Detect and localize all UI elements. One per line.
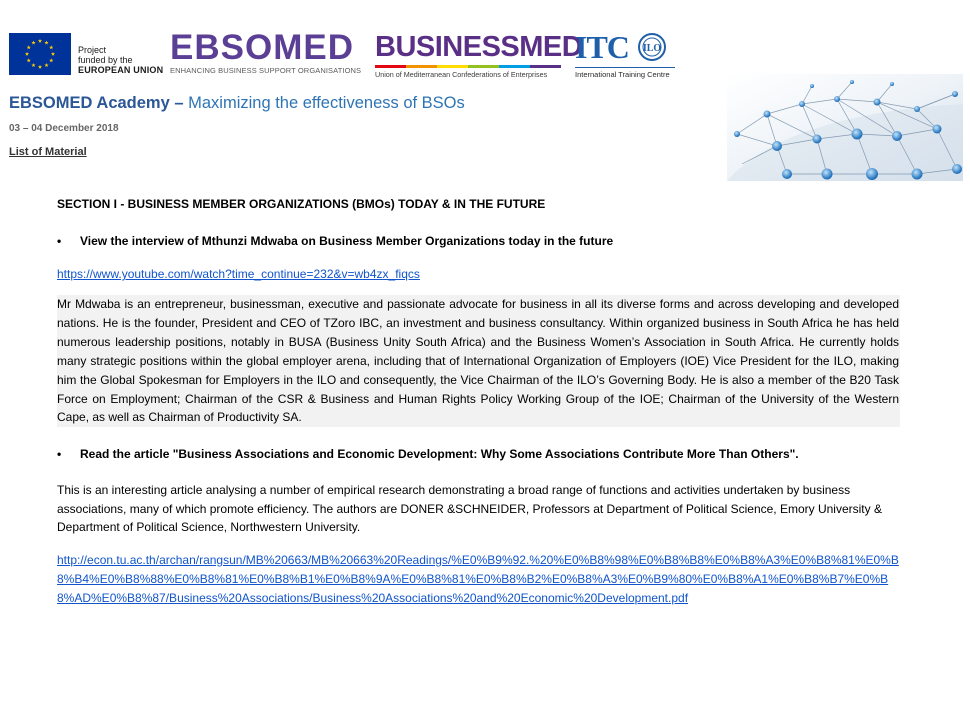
eu-line-1: Project — [78, 45, 107, 55]
eu-line-3: EUROPEAN UNION — [78, 65, 164, 75]
interview-video-link[interactable]: https://www.youtube.com/watch?time_continue=232&v=wb4zx_fiqcs — [57, 267, 420, 281]
eu-star — [27, 45, 31, 49]
eu-star — [27, 58, 31, 62]
list-item-interview — [57, 234, 613, 248]
eu-star — [49, 58, 53, 62]
eu-star — [31, 41, 35, 45]
itc-wordmark: ITC — [575, 29, 629, 65]
businessmed-tagline: Union of Mediterranean Confederations of Enterprises — [375, 70, 548, 79]
bullet-icon: • — [57, 234, 62, 248]
eu-star — [38, 39, 42, 43]
section-title: SECTION I - BUSINESS MEMBER ORGANIZATIONS (BMOs) TODAY & IN THE FUTURE — [57, 197, 546, 211]
itc-logo — [575, 30, 685, 79]
eu-star — [44, 41, 48, 45]
color-bar-segment — [437, 65, 468, 68]
itc-tagline: International Training Centre — [575, 67, 675, 79]
color-bar-segment — [406, 65, 437, 68]
eu-star — [31, 63, 35, 67]
eu-stars-icon — [9, 33, 71, 75]
interview-description: Mr Mdwaba is an entrepreneur, businessman, executive and passionate advocate for business in all its diverse forms and across developing and developed nations. He is the founder, President and CEO of TZoro IBC, an investment and business consultancy. Within organized business in South Africa he has held numerous leadership positions, notably in BUSA (Business Unity South Africa) and the Business Women’s Association in South Africa. He currently holds many strategic positions within the global employer arena, including that of International Organization of Employers (IOE) Vice President for the ILO, making him the Global Spokesman for Employers in the ILO and consequently, the Vice Chairman of the ILO’s Governing Body. He is also a member of the B20 Task Force on Employment; Chairman of the CSR & Business and Human Rights Policy Working Group of the IOE; Chairman of the University of the Western Cape, as well as Chairman of Productivity SA. — [57, 295, 900, 427]
list-item-article — [57, 447, 799, 461]
ilo-emblem-icon — [635, 32, 669, 67]
ebsomed-logo — [170, 28, 362, 75]
page-title — [9, 94, 465, 113]
businessmed-wordmark: BUSINESSMED — [375, 31, 583, 63]
eu-star — [38, 65, 42, 69]
article-pdf-link[interactable]: http://econ.tu.ac.th/archan/rangsun/MB%20663/MB%20663%20Readings/%E0%B9%92.%20%E0%B8%98%E0%B8%B8%E0%B8%A3%E0%B8%81%E0%B8%B4%E0%B8%88%E0%B8%81%E0%B8%B1%E0%B8%9A%E0%B8%81%E0%B8%B2%E0%B8%A3%E0%B9%80%E0%B8%A1%E0%B8%B7%E0%B8%AD%E0%B8%87/Business%20Associations/Business%20Associations%20and%20Economic%20Development.pdf — [57, 553, 899, 605]
color-bar-segment — [530, 65, 561, 68]
eu-star — [51, 52, 55, 56]
article-item-text: Read the article "Business Associations and Economic Development: Why Some Associations Contribute More Than Others". — [80, 447, 799, 461]
eu-star — [44, 63, 48, 67]
page-title-rest: Maximizing the effectiveness of BSOs — [183, 94, 465, 112]
network-globe-icon — [727, 74, 963, 181]
svg-text:ILO: ILO — [643, 43, 662, 54]
eu-flag-logo — [9, 33, 71, 75]
businessmed-logo — [375, 30, 583, 79]
network-globe-image — [727, 74, 963, 181]
ebsomed-tagline: ENHANCING BUSINESS SUPPORT ORGANISATIONS — [170, 66, 362, 75]
color-bar-segment — [499, 65, 530, 68]
interview-item-text: View the interview of Mthunzi Mdwaba on Business Member Organizations today in the future — [80, 234, 614, 248]
event-date: 03 – 04 December 2018 — [9, 123, 119, 134]
eu-line-2: funded by the — [78, 55, 133, 65]
ebsomed-wordmark: EBSOMED — [170, 28, 354, 67]
businessmed-color-bar — [375, 65, 561, 68]
eu-star — [25, 52, 29, 56]
color-bar-segment — [468, 65, 499, 68]
color-bar-segment — [375, 65, 406, 68]
eu-star — [49, 45, 53, 49]
list-of-material-heading: List of Material — [9, 146, 87, 158]
eu-funding-text — [78, 45, 178, 75]
article-description: This is an interesting article analysing a number of empirical research demonstrating a broad range of functions and activities undertaken by business associations, many of which promote efficiency. The authors are DONER &SCHNEIDER, Professors at Department of Political Science, Emory University & Department of Political Science, Northwestern University. — [57, 483, 882, 535]
bullet-icon: • — [57, 447, 62, 461]
page-title-bold: EBSOMED Academy – — [9, 94, 184, 112]
